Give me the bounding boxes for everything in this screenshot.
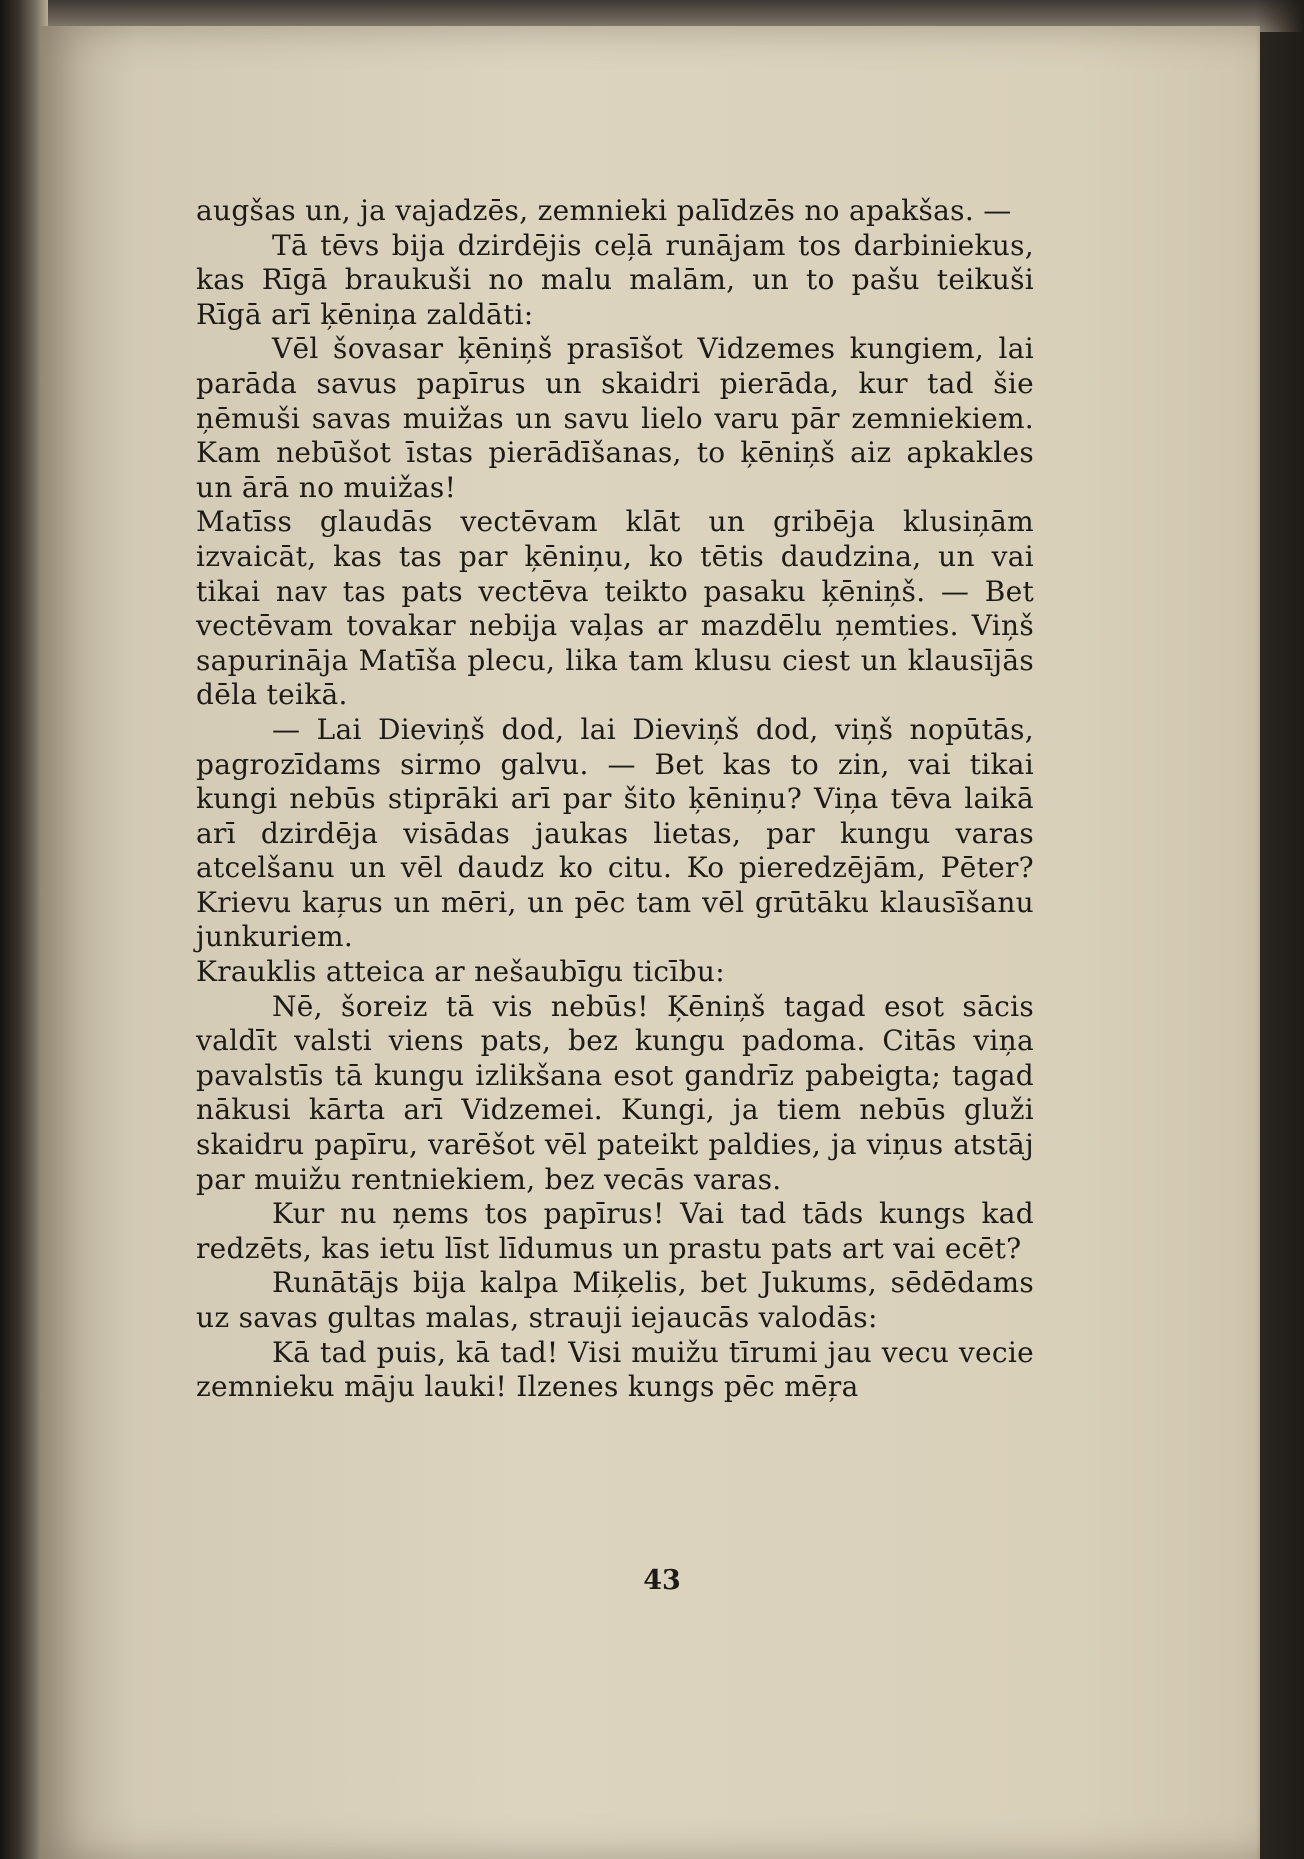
page-number: 43 [643, 1565, 681, 1596]
paragraph: Nē, šoreiz tā vis nebūs! Ķēniņš tagad esot sācis valdīt valsti viens pats, bez kungu padoma. Citās viņa pavalstīs tā kungu izlikšana esot gandrīz pabeigta; tagad nākusi kārta arī Vidzemei. Kungi, ja tiem nebūs gluži skaidru papīru, varēšot vēl pateikt paldies, ja viņus atstāj par muižu rentniekiem, bez vecās varas. [196, 989, 1034, 1196]
paragraph: augšas un, ja vajadzēs, zemnieki palīdzēs no apakšas. — [196, 194, 1012, 227]
paragraph: Matīss glaudās vectēvam klāt un gribēja klusiņām izvaicāt, kas tas par ķēniņu, ko tētis daudzina, un vai tikai nav tas pats vectēva teikto pasaku ķēniņš. — Bet vectēvam tovakar nebija vaļas ar mazdēlu ņemties. Viņš sapurināja Matīša plecu, lika tam klusu ciest un klausījās dēla teikā. [196, 505, 1034, 712]
paragraph: — Lai Dieviņš dod, lai Dieviņš dod, viņš nopūtās, pagrozīdams sirmo galvu. — Bet kas to zin, vai tikai kungi nebūs stiprāki arī par šito ķēniņu? Viņa tēva laikā arī dzirdēja visādas jaukas lietas, par kungu varas atcelšanu un vēl daudz ko citu. Ko pieredzējām, Pēter? Krievu kaŗus un mēri, un pēc tam vēl grūtāku klausīšanu junkuriem. [196, 712, 1034, 954]
paragraph: Kā tad puis, kā tad! Visi muižu tīrumi jau vecu vecie zemnieku māju lauki! Ilzenes kungs pēc mēŗa [196, 1335, 1034, 1404]
paragraph: Krauklis atteica ar nešaubīgu ticību: [196, 955, 725, 989]
paragraph: Kur nu ņems tos papīrus! Vai tad tāds kungs kad redzēts, kas ietu līst līdumus un prastu pats art vai ecēt? [196, 1197, 1034, 1265]
body-text [196, 194, 1034, 1405]
paragraph: Vēl šovasar ķēniņš prasīšot Vidzemes kungiem, lai parāda savus papīrus un skaidri pierāda, kur tad šie ņēmuši savas muižas un savu lielo varu pār zemniekiem. Kam nebūšot īstas pierādīšanas, to ķēniņš aiz apkakles un ārā no muižas! [196, 332, 1034, 504]
paragraph: Runātājs bija kalpa Miķelis, bet Jukums, sēdēdams uz savas gultas malas, strauji iejaucās valodās: [196, 1266, 1034, 1334]
paragraph: Tā tēvs bija dzirdējis ceļā runājam tos darbiniekus, kas Rīgā braukuši no malu malām, un to pašu teikuši Rīgā arī ķēniņa zaldāti: [196, 228, 1034, 331]
